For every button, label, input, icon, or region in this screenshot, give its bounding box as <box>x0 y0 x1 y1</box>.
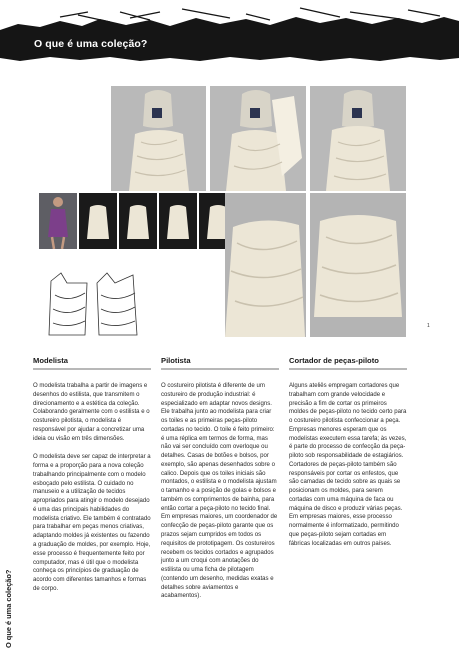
technical-drawing <box>45 269 141 341</box>
column-heading: Pilotista <box>161 356 279 370</box>
column-heading: Cortador de peças-piloto <box>289 356 407 370</box>
mannequin-thumb-1 <box>79 193 117 249</box>
mannequin-photo-3 <box>310 86 406 191</box>
paragraph: O modelista trabalha a partir de imagens e desenhos do estilista, que transmitem o direcionamento e a estética da coleção. Colaborando geralmente com o estilista e o costureiro pilotista, o modelista é responsável por ajudar a concretizar uma ideia ou visão em três dimensões. <box>33 383 150 442</box>
paragraph: O modelista deve ser capaz de interpretar a forma e a proporção para a nova coleção trabalhando principalmente com o modelo esboçado pelo estilista. O cuidado no manuseio e a utilização de tecidos apropriados para atingir o modelo desejado é uma das principais habilidades do modelista criativo. Ele também é contratado para trabalhar em peças menos criativas, adaptando moldes já existentes ou fazendo a graduação de moldes, por exemplo. Hoje, esse processo é frequentemente feito por computador, mas é útil que o modelista conheça os princípios de graduação de acordo com diferentes tamanhos e formas de corpo. <box>33 454 151 592</box>
page-header <box>0 0 459 66</box>
drape-closeup-photo-2 <box>310 193 406 337</box>
column-cortador <box>289 356 407 559</box>
column-pilotista <box>161 356 279 611</box>
mannequin-photo-2 <box>210 86 306 191</box>
page-title: O que é uma coleção? <box>34 38 148 50</box>
column-modelista <box>33 356 151 604</box>
paragraph: Alguns ateliês empregam cortadores que trabalham com grande velocidade e precisão a fim de cortar os primeiros moldes de peças-piloto no tecido certo para o costureiro pilotista confeccionar a peça. Empresas menores esperam que os modelistas executem essa tarefa; às vezes, é parte do processo de confecção da peça-piloto sob responsabilidade de estagiários. Cortadores de peças-piloto também são responsáveis por cortar os enfestos, que são camadas de tecido sobre as quais se posicionam os moldes, para serem cortadas com uma máquina de faca ou máquina de disco e produzir várias peças. Em empresas maiores, esse processo normalmente é informatizado, permitindo que peças-piloto sejam cortadas em fábricas localizadas em outros países. <box>289 383 407 547</box>
side-running-title: O que é uma coleção? <box>4 569 13 648</box>
runway-photo-left <box>39 193 77 249</box>
paragraph: O costureiro pilotista é diferente de um costureiro de produção industrial: é especializado em adaptar novos designs. Ele trabalha junto ao modelista para criar os toiles e as primeiras peças-piloto cortadas no tecido. O toile é feito primeiro: é uma réplica em termos de forma, mas não vai ser concluído com overloque ou detalhes. Casas de botões e bolsos, por exemplo, são apenas desenhados sobre o calico. Depois que os toiles iniciais são montados, o estilista e o modelista ajustam o tamanho e a posição de golas e bolsos e também os comprimentos de bainha, para então cortar a peça-piloto no tecido final. Em empresas maiores, um coordenador de confecção de peças-piloto garante que os prazos sejam cumpridos em todos os requisitos de prototipagem. Os costureiros recebem os tecidos cortados e agrupados junto a um croqui com anotações do estilista ou uma ficha de pilotagem (contendo um desenho, medidas exatas e detalhes sobre aviamentos e acabamentos). <box>161 383 278 600</box>
drape-closeup-photo-1 <box>225 193 306 337</box>
mannequin-photo-1 <box>111 86 206 191</box>
page-number: 1 <box>427 323 430 329</box>
mannequin-thumb-3 <box>159 193 197 249</box>
column-heading: Modelista <box>33 356 151 370</box>
brush-stroke-band <box>0 0 459 66</box>
mannequin-thumb-2 <box>119 193 157 249</box>
